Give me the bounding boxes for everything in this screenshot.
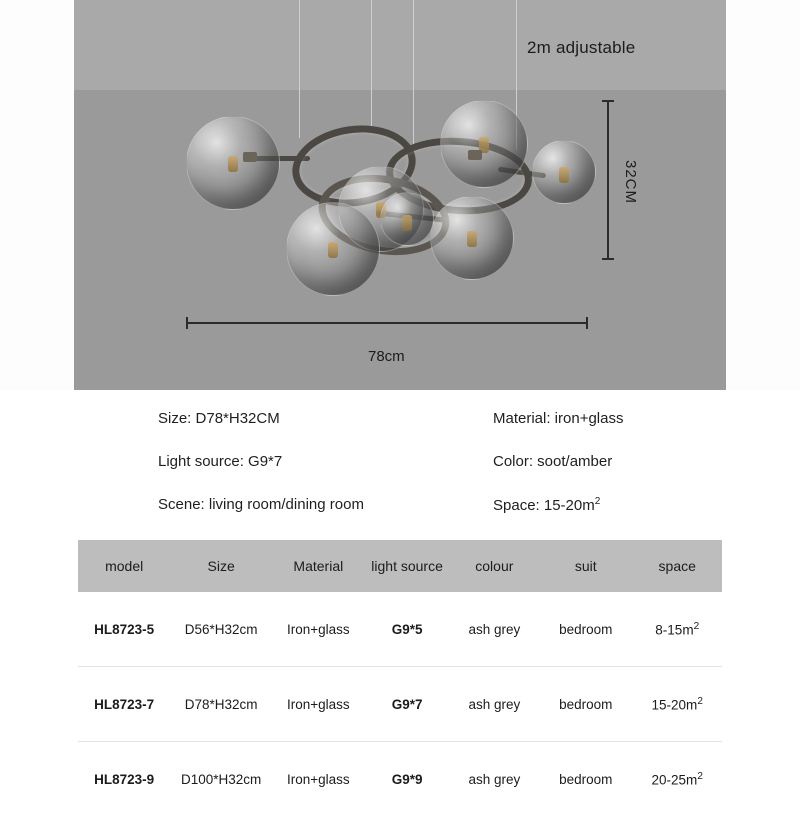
cell-suit: bedroom bbox=[539, 592, 632, 667]
column-header-space: space bbox=[632, 540, 722, 592]
cell-size: D56*H32cm bbox=[170, 592, 272, 667]
cell-size: D78*H32cm bbox=[170, 667, 272, 742]
cell-suit: bedroom bbox=[539, 742, 632, 816]
specification-summary bbox=[0, 390, 800, 532]
cell-material: Iron+glass bbox=[272, 592, 365, 667]
spec-scene: Scene: living room/dining room bbox=[158, 496, 364, 513]
cell-material: Iron+glass bbox=[272, 667, 365, 742]
column-header-size: Size bbox=[170, 540, 272, 592]
spec-material: Material: iron+glass bbox=[493, 410, 623, 427]
cell-space-text: 8-15m bbox=[655, 622, 693, 637]
glass-globe bbox=[440, 100, 528, 188]
hero-right-margin bbox=[726, 0, 800, 390]
table-row bbox=[78, 592, 722, 667]
hero-left-margin bbox=[0, 0, 74, 390]
cell-suit: bedroom bbox=[539, 667, 632, 742]
bulb-filament bbox=[402, 215, 412, 231]
glass-globe bbox=[532, 140, 596, 204]
suspension-cord bbox=[371, 0, 372, 130]
glass-globe bbox=[286, 202, 380, 296]
cell-space-superscript: 2 bbox=[697, 771, 703, 782]
bulb-socket bbox=[468, 150, 482, 160]
table-header-row bbox=[78, 540, 722, 592]
spec-light-source: Light source: G9*7 bbox=[158, 453, 282, 470]
height-dimension-line bbox=[607, 100, 609, 260]
glass-globe bbox=[380, 192, 434, 246]
spec-color: Color: soot/amber bbox=[493, 453, 612, 470]
cell-size: D100*H32cm bbox=[170, 742, 272, 816]
spec-space-text: Space: 15-20m bbox=[493, 497, 595, 514]
spec-space-superscript: 2 bbox=[595, 496, 601, 507]
cell-light-source: G9*5 bbox=[365, 592, 450, 667]
table-row bbox=[78, 667, 722, 742]
cell-space bbox=[632, 667, 722, 742]
cell-colour: ash grey bbox=[450, 667, 540, 742]
suspension-cord bbox=[299, 0, 300, 138]
cell-model: HL8723-7 bbox=[78, 667, 170, 742]
cell-model: HL8723-5 bbox=[78, 592, 170, 667]
product-hero-image bbox=[0, 0, 800, 390]
column-header-suit: suit bbox=[539, 540, 632, 592]
cell-model: HL8723-9 bbox=[78, 742, 170, 816]
spec-size: Size: D78*H32CM bbox=[158, 410, 280, 427]
bulb-filament bbox=[328, 242, 338, 258]
width-label: 78cm bbox=[368, 348, 405, 365]
model-comparison-table bbox=[78, 540, 722, 816]
cell-light-source: G9*9 bbox=[365, 742, 450, 816]
cell-light-source: G9*7 bbox=[365, 667, 450, 742]
column-header-model: model bbox=[78, 540, 170, 592]
bulb-filament bbox=[467, 231, 477, 247]
cell-colour: ash grey bbox=[450, 592, 540, 667]
cell-material: Iron+glass bbox=[272, 742, 365, 816]
adjustable-length-label: 2m adjustable bbox=[527, 38, 635, 58]
column-header-light-source: light source bbox=[365, 540, 450, 592]
width-dimension-line bbox=[186, 322, 588, 324]
cell-space bbox=[632, 592, 722, 667]
column-header-colour: colour bbox=[450, 540, 540, 592]
cell-space-text: 15-20m bbox=[652, 697, 698, 712]
cell-space bbox=[632, 742, 722, 816]
cell-space-superscript: 2 bbox=[697, 696, 703, 707]
glass-globe bbox=[430, 196, 514, 280]
column-header-material: Material bbox=[272, 540, 365, 592]
cell-space-text: 20-25m bbox=[652, 772, 698, 787]
table-row bbox=[78, 742, 722, 816]
glass-globe bbox=[186, 116, 280, 210]
height-label: 32CM bbox=[622, 160, 639, 204]
cell-colour: ash grey bbox=[450, 742, 540, 816]
spec-space bbox=[493, 496, 600, 514]
suspension-cord bbox=[413, 0, 414, 144]
bulb-filament bbox=[559, 167, 569, 183]
bulb-filament bbox=[228, 156, 238, 172]
bulb-socket bbox=[243, 152, 257, 162]
cell-space-superscript: 2 bbox=[694, 621, 700, 632]
